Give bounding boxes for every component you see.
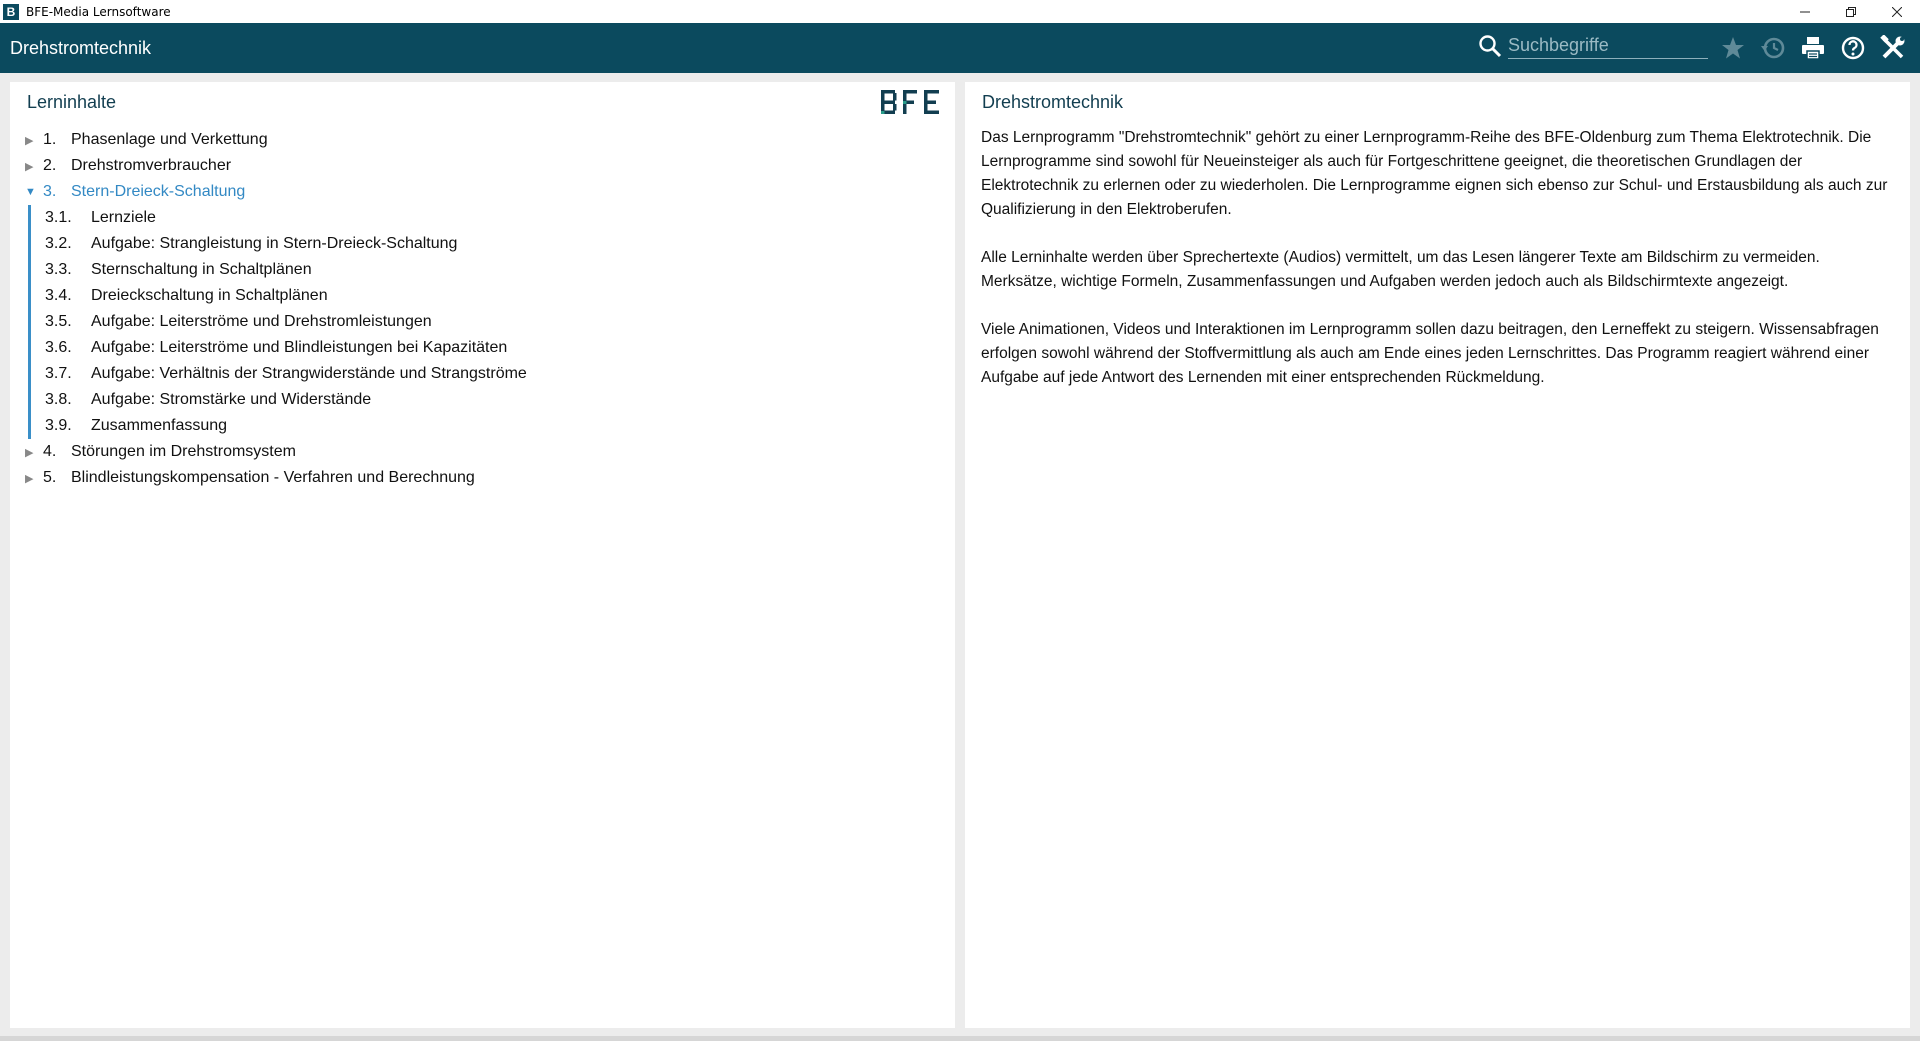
toc-subitem-3-3[interactable] bbox=[45, 257, 527, 283]
toc-number: 3.1. bbox=[45, 209, 72, 226]
collapse-arrow-icon[interactable]: ▼ bbox=[25, 186, 36, 198]
toc-item-1[interactable] bbox=[25, 127, 527, 153]
minimize-button[interactable] bbox=[1782, 0, 1828, 23]
history-button[interactable] bbox=[1758, 33, 1788, 63]
favorites-button[interactable] bbox=[1718, 33, 1748, 63]
toc-label: Aufgabe: Stromstärke und Widerstände bbox=[91, 391, 372, 408]
contents-panel bbox=[10, 82, 955, 1028]
toc-number: 5. bbox=[43, 469, 57, 486]
print-button[interactable] bbox=[1798, 33, 1828, 63]
toc-number: 3.3. bbox=[45, 261, 72, 278]
toc-number: 4. bbox=[43, 443, 57, 460]
toc-item-4[interactable] bbox=[25, 439, 527, 465]
toc-subsection-3 bbox=[28, 205, 527, 439]
toc-label: Phasenlage und Verkettung bbox=[71, 131, 268, 148]
toc-subitem-3-4[interactable] bbox=[45, 283, 527, 309]
expand-arrow-icon[interactable]: ▶ bbox=[25, 472, 34, 485]
toc-label: Dreieckschaltung in Schaltplänen bbox=[91, 287, 328, 304]
restore-icon bbox=[1846, 7, 1856, 17]
description-paragraph: Alle Lerninhalte werden über Sprechertexte (Audios) vermittelt, um das Lesen längerer Texte am Bildschirm zu vermeiden. Merksätze, wichtige Formeln, Zusammenfassungen und Aufgaben werden jedoch auch als Bildschirmtexte angezeigt. bbox=[981, 249, 1820, 290]
help-icon bbox=[1841, 36, 1865, 60]
search-box bbox=[1478, 33, 1708, 59]
toc-number: 2. bbox=[43, 157, 57, 174]
description-paragraph: Das Lernprogramm "Drehstromtechnik" gehört zu einer Lernprogramm-Reihe des BFE-Oldenburg zum Thema Elektrotechnik. Die Lernprogramme sind sowohl für Neueinsteiger als auch für Fortgeschrittene geeignet, die theoretischen Grundlagen der Elektrotechnik zu erlernen oder zu wiederholen. Die Lernprogramme eignen sich ebenso zur Schul- und Erstausbildung als auch zur Qualifizierung in den Elektroberufen. bbox=[981, 129, 1888, 218]
close-button[interactable] bbox=[1874, 0, 1920, 23]
toc-label: Blindleistungskompensation - Verfahren und Berechnung bbox=[71, 469, 475, 486]
toc-label: Lernziele bbox=[91, 209, 156, 226]
toc-item-5[interactable] bbox=[25, 465, 527, 491]
logo-text: BFE bbox=[912, 117, 914, 118]
toc-label: Zusammenfassung bbox=[91, 417, 228, 434]
history-icon bbox=[1760, 35, 1786, 61]
bottom-border bbox=[0, 1036, 1920, 1041]
toc-item-2[interactable] bbox=[25, 153, 527, 179]
toc-number: 1. bbox=[43, 131, 57, 148]
toc-number: 3.5. bbox=[45, 313, 72, 330]
tools-icon bbox=[1880, 35, 1906, 61]
toc-number: 3.6. bbox=[45, 339, 72, 356]
print-icon bbox=[1801, 36, 1825, 60]
close-icon bbox=[1892, 7, 1902, 17]
toc-subitem-3-8[interactable] bbox=[45, 387, 527, 413]
expand-arrow-icon[interactable]: ▶ bbox=[25, 160, 34, 173]
toc-subitem-3-5[interactable] bbox=[45, 309, 527, 335]
description-heading: Drehstromtechnik bbox=[982, 92, 1124, 112]
table-of-contents bbox=[25, 127, 527, 491]
bfe-logo bbox=[881, 88, 943, 118]
app-icon: B bbox=[3, 4, 19, 20]
toc-label: Aufgabe: Strangleistung in Stern-Dreieck-Schaltung bbox=[91, 235, 458, 252]
window-title: BFE-Media Lernsoftware bbox=[26, 4, 171, 19]
search-input[interactable] bbox=[1508, 33, 1708, 59]
expand-arrow-icon[interactable]: ▶ bbox=[25, 446, 34, 459]
star-icon bbox=[1721, 36, 1745, 60]
toc-number: 3.9. bbox=[45, 417, 72, 434]
toc-label: Stern-Dreieck-Schaltung bbox=[71, 183, 246, 200]
description-panel bbox=[965, 82, 1910, 1028]
help-button[interactable] bbox=[1838, 33, 1868, 63]
toc-item-3[interactable] bbox=[25, 179, 527, 205]
toc-label: Aufgabe: Leiterströme und Drehstromleistungen bbox=[91, 313, 432, 330]
toc-label: Störungen im Drehstromsystem bbox=[71, 443, 296, 460]
app-header bbox=[0, 23, 1920, 73]
toc-number: 3.2. bbox=[45, 235, 72, 252]
toc-number: 3.7. bbox=[45, 365, 72, 382]
window-controls bbox=[1782, 0, 1920, 23]
minimize-icon bbox=[1800, 7, 1810, 17]
toc-subitem-3-9[interactable] bbox=[45, 413, 527, 439]
search-icon[interactable] bbox=[1478, 34, 1502, 58]
toc-number: 3.4. bbox=[45, 287, 72, 304]
toc-subitem-3-6[interactable] bbox=[45, 335, 527, 361]
restore-button[interactable] bbox=[1828, 0, 1874, 23]
toc-number: 3.8. bbox=[45, 391, 72, 408]
toc-number: 3. bbox=[43, 183, 57, 200]
expand-arrow-icon[interactable]: ▶ bbox=[25, 134, 34, 147]
app-title: Drehstromtechnik bbox=[10, 37, 152, 58]
toolbar bbox=[1718, 33, 1908, 63]
toc-subitem-3-2[interactable] bbox=[45, 231, 527, 257]
settings-button[interactable] bbox=[1878, 33, 1908, 63]
toc-label: Aufgabe: Verhältnis der Strangwiderstände und Strangströme bbox=[91, 365, 527, 382]
description-paragraph: Viele Animationen, Videos und Interaktionen im Lernprogramm sollen dazu beitragen, den Lerneffekt zu steigern. Wissensabfragen erfolgen sowohl während der Stoffvermittlung als auch am Ende eines jeden Lernschrittes. Das Programm reagiert während einer Aufgabe auf jede Antwort des Lernenden mit einer entsprechenden Rückmeldung. bbox=[981, 321, 1879, 386]
description-content bbox=[981, 126, 1891, 414]
toc-label: Aufgabe: Leiterströme und Blindleistungen bei Kapazitäten bbox=[91, 339, 508, 356]
contents-heading: Lerninhalte bbox=[27, 92, 117, 112]
toc-subitem-3-1[interactable] bbox=[45, 205, 527, 231]
toc-label: Drehstromverbraucher bbox=[71, 157, 232, 174]
toc-subitem-3-7[interactable] bbox=[45, 361, 527, 387]
window-titlebar bbox=[0, 0, 1920, 23]
toc-label: Sternschaltung in Schaltplänen bbox=[91, 261, 312, 278]
